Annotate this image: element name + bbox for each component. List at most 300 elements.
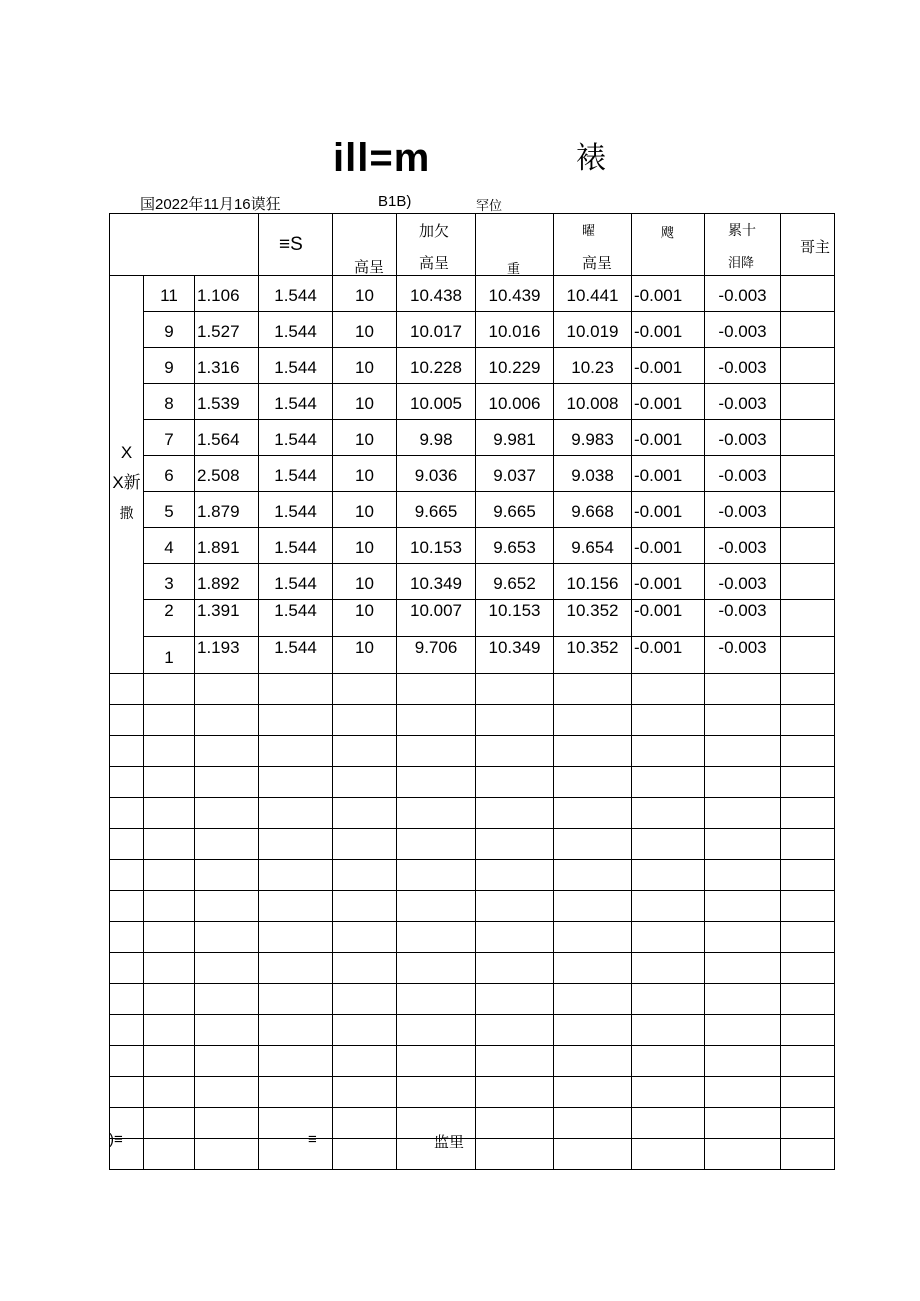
cell-value: -0.001 (632, 564, 705, 600)
table-row (110, 600, 835, 637)
empty-cell (144, 1077, 195, 1108)
empty-cell (397, 705, 476, 736)
empty-cell (397, 984, 476, 1015)
empty-cell (259, 953, 333, 984)
cell-value: 9.665 (397, 492, 476, 528)
cell-value: 10.352 (554, 637, 632, 674)
empty-cell (781, 736, 835, 767)
cell-value: 9.038 (554, 456, 632, 492)
cell-value: -0.003 (705, 637, 781, 674)
empty-cell (781, 922, 835, 953)
empty-cell (554, 798, 632, 829)
cell-value: -0.001 (632, 384, 705, 420)
cell-value: 1.316 (195, 348, 259, 384)
cell-value: -0.003 (705, 600, 781, 637)
empty-cell (195, 1139, 259, 1170)
empty-cell (333, 674, 397, 705)
empty-cell (110, 798, 144, 829)
header-col-remark (781, 214, 835, 276)
cell-value: 1.544 (259, 492, 333, 528)
cell-value: 1.544 (259, 564, 333, 600)
empty-cell (110, 1046, 144, 1077)
empty-cell (144, 891, 195, 922)
cell-value: 10.019 (554, 312, 632, 348)
header-label: 累十 (728, 222, 757, 238)
footer-surveyor: )≡ (109, 1131, 123, 1148)
cell-value: 2.508 (195, 456, 259, 492)
cell-value: -0.001 (632, 348, 705, 384)
header-label: 曜 (582, 223, 596, 238)
empty-row (110, 953, 835, 984)
cell-value: 1.891 (195, 528, 259, 564)
empty-cell (632, 674, 705, 705)
empty-cell (259, 767, 333, 798)
empty-cell (476, 1015, 554, 1046)
empty-cell (333, 736, 397, 767)
empty-cell (144, 953, 195, 984)
header-label: 高呈 (419, 255, 450, 272)
header-col-cumulative (705, 214, 781, 276)
empty-cell (144, 1139, 195, 1170)
cell-value: -0.003 (705, 312, 781, 348)
empty-cell (476, 953, 554, 984)
empty-cell (195, 705, 259, 736)
table-row (110, 312, 835, 348)
cell-remark (781, 312, 835, 348)
cell-remark (781, 492, 835, 528)
empty-row (110, 1015, 835, 1046)
header-col-change (632, 214, 705, 276)
empty-cell (144, 1108, 195, 1139)
cell-value: 9.654 (554, 528, 632, 564)
empty-cell (476, 984, 554, 1015)
cell-point-no: 9 (144, 348, 195, 384)
empty-cell (259, 1108, 333, 1139)
cell-remark (781, 348, 835, 384)
empty-cell (632, 1108, 705, 1139)
empty-cell (144, 829, 195, 860)
empty-cell (632, 953, 705, 984)
cell-value: 1.544 (259, 600, 333, 637)
cell-value: 9.665 (476, 492, 554, 528)
cell-value: 1.544 (259, 276, 333, 312)
empty-cell (632, 767, 705, 798)
empty-cell (195, 736, 259, 767)
cell-value: 1.564 (195, 420, 259, 456)
empty-cell (705, 1077, 781, 1108)
cell-value: -0.003 (705, 348, 781, 384)
empty-cell (632, 798, 705, 829)
cell-point-no: 4 (144, 528, 195, 564)
cell-value: -0.001 (632, 312, 705, 348)
cell-value: 10 (333, 456, 397, 492)
empty-cell (781, 767, 835, 798)
empty-cell (195, 1015, 259, 1046)
cell-value: 10.017 (397, 312, 476, 348)
footer-supervisor: 监里 (434, 1134, 465, 1151)
empty-cell (333, 1077, 397, 1108)
footer-checker: ≡ (308, 1131, 317, 1148)
empty-cell (705, 891, 781, 922)
empty-cell (259, 1015, 333, 1046)
empty-cell (781, 705, 835, 736)
empty-cell (144, 1046, 195, 1077)
empty-cell (110, 1077, 144, 1108)
cell-value: 10 (333, 276, 397, 312)
empty-cell (110, 736, 144, 767)
empty-cell (110, 891, 144, 922)
cell-remark (781, 637, 835, 674)
cell-value: 1.106 (195, 276, 259, 312)
table-row (110, 492, 835, 528)
empty-cell (632, 891, 705, 922)
empty-cell (705, 1139, 781, 1170)
header-col-backsight (259, 214, 333, 276)
cell-point-no: 8 (144, 384, 195, 420)
empty-cell (397, 798, 476, 829)
cell-value: 9.981 (476, 420, 554, 456)
empty-cell (195, 860, 259, 891)
empty-cell (554, 922, 632, 953)
empty-cell (632, 736, 705, 767)
header-blank (110, 214, 259, 276)
cell-value: 10.016 (476, 312, 554, 348)
empty-cell (476, 705, 554, 736)
empty-cell (259, 1077, 333, 1108)
empty-cell (144, 984, 195, 1015)
cell-value: 1.544 (259, 528, 333, 564)
cell-value: 9.037 (476, 456, 554, 492)
cell-value: 10 (333, 492, 397, 528)
cell-value: 1.544 (259, 384, 333, 420)
cell-value: -0.003 (705, 528, 781, 564)
empty-cell (554, 1077, 632, 1108)
empty-cell (259, 922, 333, 953)
empty-cell (781, 953, 835, 984)
empty-cell (110, 1015, 144, 1046)
empty-cell (554, 829, 632, 860)
cell-value: 10 (333, 348, 397, 384)
cell-point-no: 7 (144, 420, 195, 456)
empty-cell (259, 736, 333, 767)
cell-value: 10.005 (397, 384, 476, 420)
empty-cell (110, 674, 144, 705)
table-row (110, 637, 835, 674)
cell-remark (781, 564, 835, 600)
cell-value: -0.003 (705, 456, 781, 492)
empty-cell (195, 1046, 259, 1077)
cell-value: 10 (333, 564, 397, 600)
empty-cell (195, 922, 259, 953)
empty-cell (705, 860, 781, 891)
cell-value: 10.153 (476, 600, 554, 637)
empty-cell (554, 674, 632, 705)
header-label: 高呈 (582, 255, 613, 272)
empty-cell (195, 674, 259, 705)
empty-cell (632, 1015, 705, 1046)
empty-cell (259, 1046, 333, 1077)
empty-cell (195, 1108, 259, 1139)
date-line: 国2022年11月16谟狂 (140, 196, 281, 213)
cell-value: 9.983 (554, 420, 632, 456)
empty-row (110, 705, 835, 736)
header-row (110, 214, 835, 276)
empty-cell (397, 1046, 476, 1077)
empty-cell (259, 984, 333, 1015)
cell-value: 10 (333, 528, 397, 564)
empty-row (110, 736, 835, 767)
empty-cell (195, 829, 259, 860)
cell-value: 1.544 (259, 637, 333, 674)
empty-cell (554, 1139, 632, 1170)
cell-remark (781, 384, 835, 420)
empty-row (110, 1046, 835, 1077)
empty-cell (705, 922, 781, 953)
empty-row (110, 1108, 835, 1139)
empty-rows (110, 674, 835, 1170)
side-label-line: X (120, 442, 133, 462)
cell-value: -0.003 (705, 420, 781, 456)
header-label: 高呈 (354, 259, 385, 276)
empty-cell (632, 1046, 705, 1077)
empty-row (110, 860, 835, 891)
cell-value: -0.003 (705, 276, 781, 312)
empty-cell (259, 860, 333, 891)
cell-value: 1.544 (259, 312, 333, 348)
empty-cell (632, 922, 705, 953)
empty-row (110, 798, 835, 829)
empty-cell (554, 1108, 632, 1139)
cell-value: 1.539 (195, 384, 259, 420)
cell-value: -0.001 (632, 276, 705, 312)
empty-cell (781, 798, 835, 829)
empty-cell (781, 1015, 835, 1046)
cell-value: 9.98 (397, 420, 476, 456)
empty-cell (259, 1139, 333, 1170)
cell-value: 9.652 (476, 564, 554, 600)
cell-remark (781, 456, 835, 492)
document-title-right: 裱 (576, 141, 606, 176)
empty-cell (476, 798, 554, 829)
cell-value: 10.349 (476, 637, 554, 674)
cell-point-no: 3 (144, 564, 195, 600)
header-label: ≡S (279, 234, 303, 255)
header-col-previous (476, 214, 554, 276)
cell-value: -0.003 (705, 564, 781, 600)
empty-cell (632, 1139, 705, 1170)
empty-cell (333, 829, 397, 860)
cell-value: 10.441 (554, 276, 632, 312)
empty-cell (397, 922, 476, 953)
empty-cell (781, 829, 835, 860)
table-row (110, 348, 835, 384)
table-row (110, 528, 835, 564)
empty-cell (259, 891, 333, 922)
cell-value: 10.153 (397, 528, 476, 564)
cell-value: -0.001 (632, 637, 705, 674)
empty-cell (632, 860, 705, 891)
empty-cell (705, 705, 781, 736)
empty-cell (781, 1046, 835, 1077)
header-col-elevation (333, 214, 397, 276)
table-row (110, 420, 835, 456)
empty-cell (333, 1015, 397, 1046)
empty-cell (632, 829, 705, 860)
cell-value: 10.439 (476, 276, 554, 312)
empty-cell (333, 891, 397, 922)
cell-value: -0.003 (705, 492, 781, 528)
cell-value: -0.003 (705, 384, 781, 420)
cell-value: 9.036 (397, 456, 476, 492)
cell-value: 10.352 (554, 600, 632, 637)
empty-cell (144, 1015, 195, 1046)
empty-cell (554, 1046, 632, 1077)
empty-cell (476, 891, 554, 922)
empty-cell (705, 798, 781, 829)
empty-cell (397, 829, 476, 860)
empty-cell (476, 860, 554, 891)
empty-cell (110, 953, 144, 984)
empty-cell (333, 984, 397, 1015)
empty-cell (397, 736, 476, 767)
empty-row (110, 767, 835, 798)
header-label: 重 (507, 261, 521, 276)
table-row (110, 276, 835, 312)
cell-value: 1.892 (195, 564, 259, 600)
cell-value: 1.193 (195, 637, 259, 674)
cell-value: 10.156 (554, 564, 632, 600)
cell-value: -0.001 (632, 420, 705, 456)
empty-cell (476, 1046, 554, 1077)
empty-row (110, 1139, 835, 1170)
cell-value: 10.008 (554, 384, 632, 420)
empty-cell (781, 860, 835, 891)
empty-cell (705, 829, 781, 860)
cell-value: 1.544 (259, 420, 333, 456)
empty-cell (110, 984, 144, 1015)
empty-cell (397, 953, 476, 984)
header-col-initial (397, 214, 476, 276)
cell-value: 10.349 (397, 564, 476, 600)
empty-cell (110, 860, 144, 891)
empty-cell (110, 705, 144, 736)
empty-cell (554, 860, 632, 891)
cell-value: 10.228 (397, 348, 476, 384)
empty-cell (333, 953, 397, 984)
empty-cell (632, 1077, 705, 1108)
point-group-label (110, 276, 144, 674)
cell-value: 10.23 (554, 348, 632, 384)
empty-cell (333, 1108, 397, 1139)
empty-cell (554, 1015, 632, 1046)
empty-cell (554, 736, 632, 767)
cell-point-no: 5 (144, 492, 195, 528)
empty-cell (781, 1077, 835, 1108)
empty-cell (476, 767, 554, 798)
empty-cell (144, 922, 195, 953)
empty-cell (705, 1046, 781, 1077)
empty-cell (195, 891, 259, 922)
empty-cell (781, 674, 835, 705)
empty-cell (705, 736, 781, 767)
header-col-current (554, 214, 632, 276)
empty-cell (476, 736, 554, 767)
unit-label: 罕位 (476, 198, 503, 213)
empty-cell (397, 674, 476, 705)
cell-point-no: 2 (144, 600, 195, 637)
empty-row (110, 674, 835, 705)
empty-cell (110, 829, 144, 860)
empty-cell (781, 891, 835, 922)
table-row (110, 384, 835, 420)
cell-value: 10.229 (476, 348, 554, 384)
empty-row (110, 829, 835, 860)
cell-value: -0.001 (632, 600, 705, 637)
empty-cell (195, 984, 259, 1015)
cell-value: 10 (333, 312, 397, 348)
empty-row (110, 891, 835, 922)
empty-cell (781, 1139, 835, 1170)
empty-cell (476, 1139, 554, 1170)
cell-value: 1.391 (195, 600, 259, 637)
empty-cell (333, 860, 397, 891)
empty-cell (259, 705, 333, 736)
cell-value: -0.001 (632, 492, 705, 528)
empty-cell (110, 922, 144, 953)
cell-remark (781, 600, 835, 637)
empty-row (110, 1077, 835, 1108)
empty-cell (705, 1108, 781, 1139)
header-label: 哥主 (800, 239, 831, 256)
empty-cell (705, 767, 781, 798)
cell-value: 1.544 (259, 456, 333, 492)
header-label: 加欠 (419, 223, 450, 240)
empty-cell (144, 674, 195, 705)
cell-point-no: 11 (144, 276, 195, 312)
empty-cell (781, 1108, 835, 1139)
empty-cell (333, 922, 397, 953)
empty-cell (476, 1108, 554, 1139)
cell-value: 9.653 (476, 528, 554, 564)
empty-cell (397, 860, 476, 891)
document-title-left: ill=m (333, 136, 431, 174)
empty-cell (144, 860, 195, 891)
empty-cell (476, 674, 554, 705)
empty-cell (397, 1015, 476, 1046)
cell-value: 10 (333, 637, 397, 674)
empty-cell (705, 953, 781, 984)
empty-cell (554, 767, 632, 798)
cell-point-no: 1 (144, 637, 195, 674)
cell-remark (781, 528, 835, 564)
empty-cell (397, 891, 476, 922)
location-code: B1B) (378, 193, 412, 210)
empty-cell (195, 767, 259, 798)
cell-value: 10 (333, 384, 397, 420)
empty-cell (195, 798, 259, 829)
empty-cell (259, 829, 333, 860)
empty-cell (110, 767, 144, 798)
cell-value: 10.438 (397, 276, 476, 312)
side-label-line: X新 (112, 472, 141, 492)
empty-cell (632, 984, 705, 1015)
empty-cell (476, 1077, 554, 1108)
cell-value: 10 (333, 420, 397, 456)
empty-cell (554, 953, 632, 984)
empty-cell (144, 798, 195, 829)
empty-cell (333, 705, 397, 736)
table-row (110, 564, 835, 600)
